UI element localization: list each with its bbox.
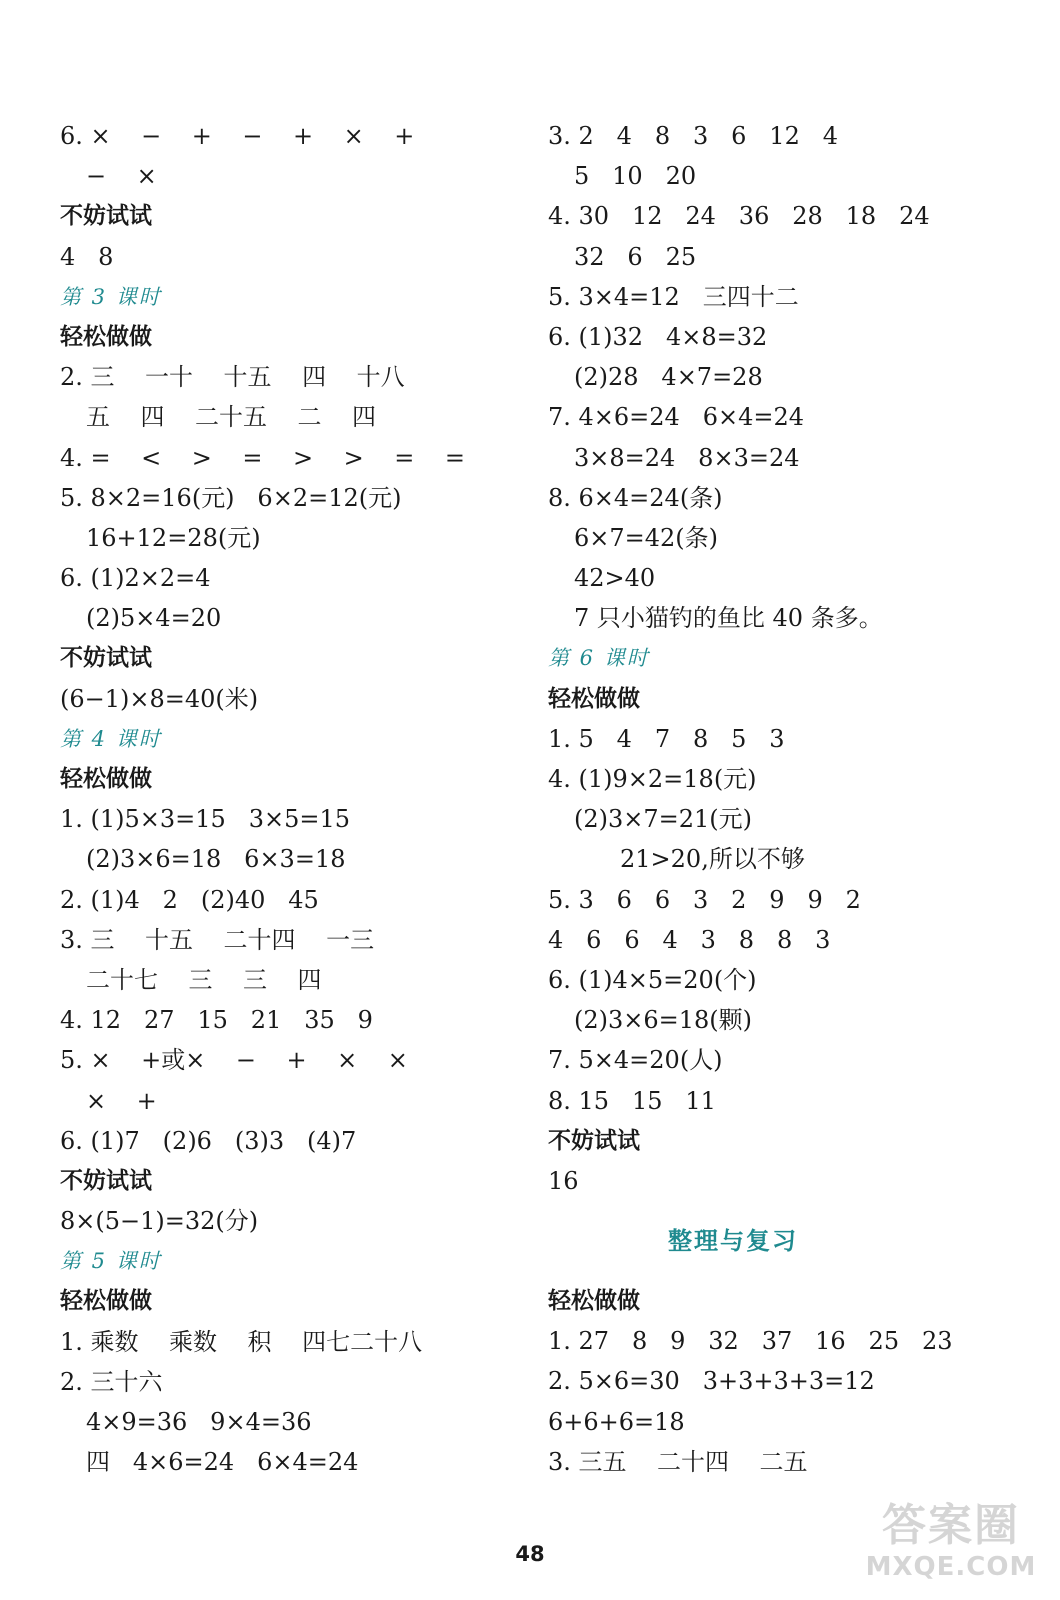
answer-line: 5. × +或× − + × × <box>60 1046 408 1075</box>
answer-line: (2)3×6=18 6×3=18 <box>86 845 346 874</box>
answer-line: 7 只小猫钓的鱼比 40 条多。 <box>574 604 883 633</box>
answer-line: (2)28 4×7=28 <box>574 363 763 392</box>
answer-line: 7. 5×4=20(人) <box>548 1046 723 1075</box>
answer-line: (2)3×6=18(颗) <box>574 1006 753 1035</box>
answer-line: 5 10 20 <box>574 162 697 191</box>
lesson-heading: 第 5 课时 <box>60 1249 162 1274</box>
answer-line: 8×(5−1)=32(分) <box>60 1207 259 1236</box>
lesson-heading: 第 3 课时 <box>60 284 162 309</box>
section-heading: 轻松做做 <box>60 323 152 350</box>
answer-line: 2. 三十六 <box>60 1367 163 1396</box>
answer-line: 1. 乘数 乘数 积 四七二十八 <box>60 1327 423 1356</box>
answer-line: 2. 三 一十 十五 四 十八 <box>60 363 405 392</box>
section-heading: 不妨试试 <box>60 1167 152 1194</box>
answer-line: (2)3×7=21(元) <box>574 805 753 834</box>
answer-line: 21>20,所以不够 <box>620 845 805 874</box>
answer-line: 1. (1)5×3=15 3×5=15 <box>60 805 351 834</box>
answer-line: 6+6+6=18 <box>548 1407 685 1436</box>
answer-line: 2. 5×6=30 3+3+3+3=12 <box>548 1367 875 1396</box>
page-number: 48 <box>515 1542 545 1566</box>
answer-line: 3. 三 十五 二十四 一三 <box>60 925 375 954</box>
answer-line: 7. 4×6=24 6×4=24 <box>548 403 805 432</box>
answer-line: × + <box>86 1086 157 1115</box>
lesson-heading: 第 4 课时 <box>60 726 162 751</box>
answer-line: 4 6 6 4 3 8 8 3 <box>548 925 831 954</box>
answer-line: 8. 6×4=24(条) <box>548 483 723 512</box>
section-heading: 轻松做做 <box>548 685 640 712</box>
answer-line: 42>40 <box>574 564 656 593</box>
answer-line: 3×8=24 8×3=24 <box>574 443 800 472</box>
answer-line: 2. (1)4 2 (2)40 45 <box>60 885 319 914</box>
answer-line: 3. 2 4 8 3 6 12 4 <box>548 122 839 150</box>
answer-line: 3. 三五 二十四 二五 <box>548 1447 808 1476</box>
section-heading: 轻松做做 <box>548 1288 640 1315</box>
answer-line: 4. 30 12 24 36 28 18 24 <box>548 202 930 231</box>
answer-line: − × <box>86 162 157 191</box>
answer-line: 6. (1)32 4×8=32 <box>548 322 768 351</box>
section-heading: 不妨试试 <box>60 203 152 230</box>
answer-line: 4. = < > = > > = = <box>60 443 466 472</box>
lesson-heading: 第 6 课时 <box>548 646 650 671</box>
watermark-title: 答案圈 <box>882 1500 1020 1551</box>
section-heading: 不妨试试 <box>548 1127 640 1154</box>
answer-line: 五 四 二十五 二 四 <box>86 403 377 432</box>
answer-line: 16 <box>548 1166 579 1195</box>
answer-line: 1. 27 8 9 32 37 16 25 23 <box>548 1327 953 1356</box>
answer-line: 4 8 <box>60 242 114 271</box>
answer-line: 1. 5 4 7 8 5 3 <box>548 724 785 753</box>
answer-line: 四 4×6=24 6×4=24 <box>86 1448 359 1477</box>
answer-line: 6. (1)4×5=20(个) <box>548 965 757 994</box>
section-heading: 轻松做做 <box>60 766 152 792</box>
answer-line: 4. (1)9×2=18(元) <box>548 765 757 793</box>
section-heading: 轻松做做 <box>60 1288 152 1315</box>
answer-line: (2)5×4=20 <box>86 604 222 633</box>
answer-line: 6. (1)2×2=4 <box>60 564 211 593</box>
answer-line: 5. 3×4=12 三四十二 <box>548 282 799 311</box>
left-column <box>60 116 500 1482</box>
answer-line: 6. × − + − + × + <box>60 122 415 150</box>
chapter-heading: 整理与复习 <box>668 1226 798 1256</box>
right-column <box>548 116 1018 1482</box>
answer-line: (6−1)×8=40(米) <box>60 684 259 713</box>
answer-line: 6×7=42(条) <box>574 523 719 552</box>
answer-line: 4×9=36 9×4=36 <box>86 1408 312 1436</box>
answer-line: 4. 12 27 15 21 35 9 <box>60 1006 373 1035</box>
answer-line: 32 6 25 <box>574 242 697 271</box>
answer-line: 16+12=28(元) <box>86 523 261 552</box>
watermark-url: MXQE.COM <box>865 1552 1037 1582</box>
watermark-logo <box>856 1500 1046 1590</box>
section-heading: 不妨试试 <box>60 645 152 672</box>
answer-line: 8. 15 15 11 <box>548 1086 716 1115</box>
answer-line: 6. (1)7 (2)6 (3)3 (4)7 <box>60 1126 357 1155</box>
answer-line: 5. 8×2=16(元) 6×2=12(元) <box>60 483 402 512</box>
answer-line: 5. 3 6 6 3 2 9 9 2 <box>548 885 861 914</box>
answer-line: 二十七 三 三 四 <box>86 965 322 994</box>
